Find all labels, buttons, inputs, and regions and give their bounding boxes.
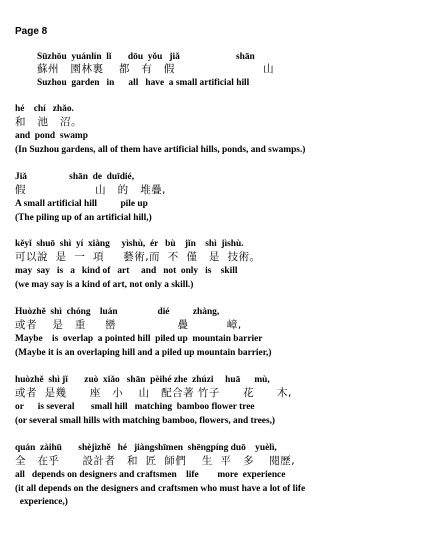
pinyin-line: huòzhě shì jǐ zuò xiǎo shān pèihé zhe zhúzi huā mù, [15, 375, 270, 385]
english-line: or is several small hill matching bamboo flower tree [15, 402, 255, 412]
gloss-line: (Maybe it is an overlaping hill and a piled up mountain barrier,) [15, 348, 272, 358]
pinyin-line: Huòzhě shì chóng luán dié zhàng, [15, 307, 220, 317]
hanzi-line: 蘇州 園林裏 都 有 假 山 [37, 63, 275, 75]
hanzi-line: 和 池 沼。 [15, 116, 83, 128]
gloss-line: (we may say is a kind of art, not only a skill.) [15, 280, 194, 290]
english-line: A small artificial hill pile up [15, 199, 148, 209]
gloss-line: (or several small hills with matching bamboo, flowers, and trees,) [15, 416, 276, 426]
english-line: Maybe is overlap a pointed hill piled up mountain barrier [15, 334, 263, 344]
pinyin-line: quán zàihū shèjìzhě hé jiàngshīmen shēngpíng duō yuèlì, [15, 443, 277, 453]
hanzi-line: 全 在乎 設計者 和 匠 師們 生 平 多 閱歷, [15, 455, 296, 467]
english-line: all depends on designers and craftsmen life more experience [15, 470, 286, 480]
gloss-line: (In Suzhou gardens, all of them have artificial hills, ponds, and swamps.) [15, 145, 306, 155]
english-line: and pond swamp [15, 131, 88, 141]
pinyin-line: kěyǐ shuō shì yí xiàng yìshù, ér bù jǐn shì jìshù. [15, 239, 244, 249]
pinyin-line: hé chí zhǎo. [15, 104, 74, 114]
page-label: Page 8 [15, 26, 48, 37]
english-line: Suzhou garden in all have a small artificial hill [37, 78, 250, 88]
english-line: may say is a kind of art and not only is skill [15, 266, 238, 276]
hanzi-line: 或者 是 重 巒 疊 嶂, [15, 319, 242, 331]
pinyin-line: Sūzhōu yuánlín lǐ dōu yǒu jiǎ shān [37, 52, 255, 62]
hanzi-line: 可以說 是 一 項 藝術,而 不 僅 是 技術。 [15, 251, 261, 263]
gloss-line: experience,) [15, 497, 68, 507]
pinyin-line: Jiǎ shān de duīdié, [15, 172, 135, 182]
hanzi-line: 或者 是幾 座 小 山 配合著 竹子 花 木, [15, 387, 292, 399]
gloss-line: (it all depends on the designers and craftsmen who must have a lot of life [15, 484, 306, 494]
hanzi-line: 假 山 的 堆疊, [15, 184, 166, 196]
gloss-line: (The piling up of an artificial hill,) [15, 213, 152, 223]
